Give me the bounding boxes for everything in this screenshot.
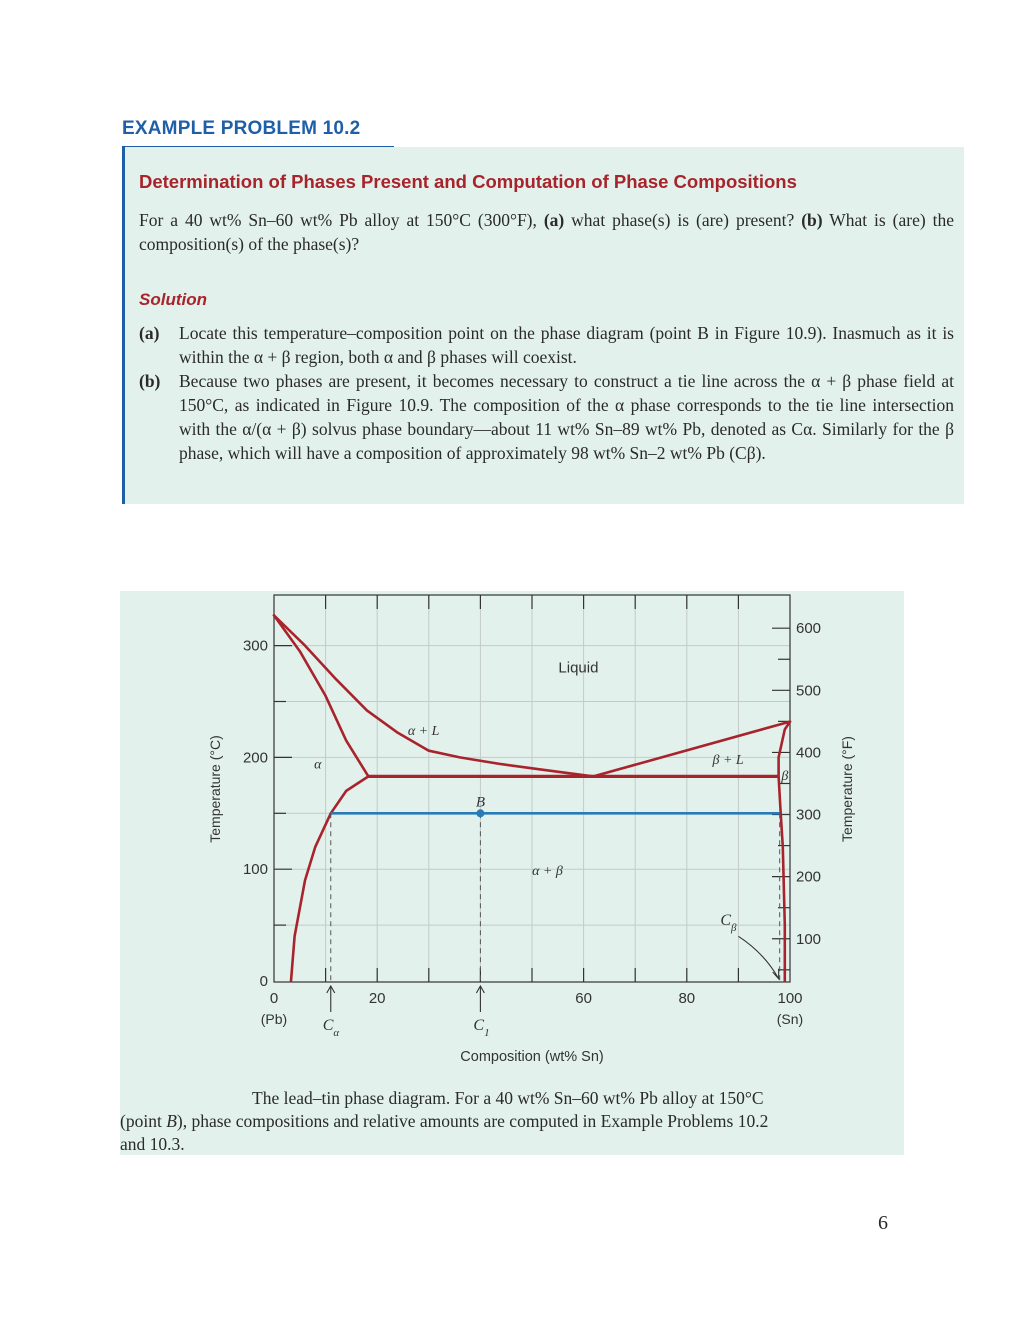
marker-label-c-beta: $C_\beta$ xyxy=(720,912,737,935)
y-tick-label-fahrenheit: 600 xyxy=(796,620,822,638)
region-label: α + L xyxy=(407,724,440,740)
figure-caption xyxy=(120,1087,900,1156)
caption-line-3: and 10.3. xyxy=(120,1134,185,1154)
x-tick-label: 100 xyxy=(777,990,803,1007)
beta-boundary-line xyxy=(779,722,790,981)
region-label: Liquid xyxy=(558,659,599,677)
solvus-left-line xyxy=(291,776,368,981)
point-b-marker xyxy=(476,809,484,817)
y-tick-label-celsius: 0 xyxy=(259,973,268,990)
page-number: 6 xyxy=(878,1212,888,1234)
y-axis-title-fahrenheit: Temperature (°F) xyxy=(839,736,855,842)
region-label: α xyxy=(314,757,322,773)
y-axis-title-celsius: Temperature (°C) xyxy=(207,735,223,843)
solution-a-label: (a) xyxy=(139,323,160,343)
x-end-label-sn: (Sn) xyxy=(776,1011,804,1027)
point-b-label: B xyxy=(475,794,485,811)
y-tick-label-fahrenheit: 200 xyxy=(796,868,822,886)
solution-b-label: (b) xyxy=(139,371,161,391)
x-tick-label: 60 xyxy=(575,990,592,1007)
part-a-label: (a) xyxy=(543,210,565,230)
y-tick-label-fahrenheit: 300 xyxy=(796,806,822,824)
marker-label-c-1: $C_1$ xyxy=(473,1017,490,1039)
y-tick-label-fahrenheit: 100 xyxy=(796,930,822,948)
marker-label-c-alpha: $C_\alpha$ xyxy=(322,1017,340,1039)
region-label: α + β xyxy=(532,863,563,879)
y-tick-label-fahrenheit: 500 xyxy=(796,682,822,700)
y-tick-label-celsius: 200 xyxy=(242,749,268,767)
solution-label: Solution xyxy=(139,290,207,309)
problem-box xyxy=(122,147,964,504)
x-axis-title: Composition (wt% Sn) xyxy=(460,1049,604,1065)
arrow-c-alpha xyxy=(327,986,335,1012)
solution-a-text: Locate this temperature–composition point on the phase diagram (point B in Figure 10.9). Inasmuch as it is within the α + β region, both α and β phases will coexist. xyxy=(179,323,954,367)
statement-post: What is (are) the composition(s) of the phase(s)? xyxy=(139,210,954,254)
x-tick-label: 80 xyxy=(678,990,696,1007)
y-tick-label-celsius: 100 xyxy=(242,861,268,879)
liquidus-right-line xyxy=(593,722,790,777)
x-tick-label: 20 xyxy=(368,990,386,1007)
statement-pre: For a 40 wt% Sn–60 wt% Pb alloy at 150°C (300°F), xyxy=(139,210,544,230)
problem-title: Determination of Phases Present and Computation of Phase Compositions xyxy=(139,171,797,192)
figure-box xyxy=(120,591,904,1155)
region-label: β xyxy=(781,768,789,784)
solution-part-a xyxy=(139,321,954,369)
region-label: β + L xyxy=(712,753,744,769)
caption-line-2-post: ), phase compositions and relative amounts are computed in Example Problems 10.2 xyxy=(176,1111,769,1131)
y-tick-label-fahrenheit: 400 xyxy=(796,744,822,762)
caption-line-2 xyxy=(120,1110,900,1133)
solution-part-b xyxy=(139,369,954,465)
problem-statement xyxy=(139,208,954,256)
part-b-label: (b) xyxy=(801,210,823,230)
example-heading: EXAMPLE PROBLEM 10.2 xyxy=(122,118,361,139)
phase-diagram-chart xyxy=(120,591,904,1086)
arrow-c-1 xyxy=(476,986,484,1012)
x-end-label-pb: (Pb) xyxy=(260,1011,288,1027)
statement-mid: what phase(s) is (are) present? xyxy=(564,210,802,230)
caption-line-1: The lead–tin phase diagram. For a 40 wt% Sn–60 wt% Pb alloy at 150°C xyxy=(252,1088,764,1108)
liquidus-left-line xyxy=(274,615,593,776)
arrow-c-beta xyxy=(738,936,778,978)
x-tick-label: 0 xyxy=(269,990,279,1007)
caption-line-2-pre: (point xyxy=(120,1111,167,1131)
caption-point-b: B xyxy=(166,1111,177,1131)
solution-b-text: Because two phases are present, it becomes necessary to construct a tie line across the α + β phase field at 150°C, as indicated in Figure 10.9. The composition of the α phase corresponds to the tie line intersection with the α/(α + β) solvus phase boundary—about 11 wt% Sn–89 wt% Pb, denoted as Cα. Similarly for the β phase, which will have a composition of approximately 98 wt% Sn–2 wt% Pb (Cβ). xyxy=(179,371,954,463)
y-tick-label-celsius: 300 xyxy=(242,637,268,655)
